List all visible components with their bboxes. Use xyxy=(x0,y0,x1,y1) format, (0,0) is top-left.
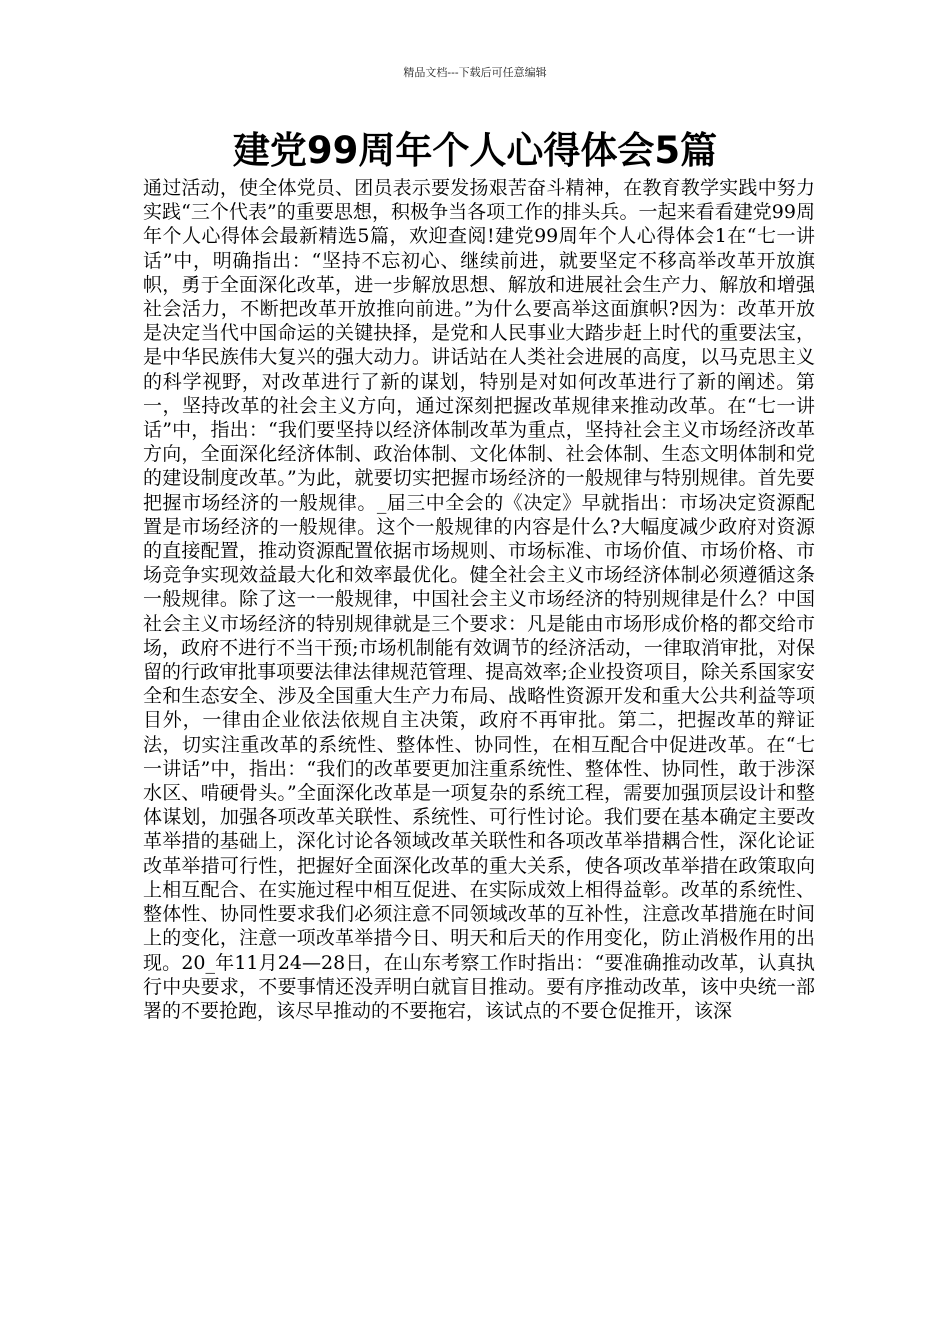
document-body: 通过活动，使全体党员、团员表示要发扬艰苦奋斗精神，在教育教学实践中努力实践“三个代表”的重要思想，积极争当各项工作的排头兵。一起来看看建党99周年个人心得体会最新精选5篇，欢迎查阅!建党99周年个人心得体会1在“七一讲话”中，明确指出：“坚持不忘初心、继续前进，就要坚定不移高举改革开放旗帜，勇于全面深化改革，进一步解放思想、解放和进展社会生产力、解放和增强社会活力，不断把改革开放推向前进。”为什么要高举这面旗帜?因为：改革开放是决定当代中国命运的关键抉择，是党和人民事业大踏步赶上时代的重要法宝，是中华民族伟大复兴的强大动力。讲话站在人类社会进展的高度，以马克思主义的科学视野，对改革进行了新的谋划，特别是对如何改革进行了新的阐述。第一，坚持改革的社会主义方向，通过深刻把握改革规律来推动改革。在“七一讲话”中，指出：“我们要坚持以经济体制改革为重点，坚持社会主义市场经济改革方向，全面深化经济体制、政治体制、文化体制、社会体制、生态文明体制和党的建设制度改革。”为此，就要切实把握市场经济的一般规律与特别规律。首先要把握市场经济的一般规律。_届三中全会的《决定》早就指出：市场决定资源配置是市场经济的一般规律。这个一般规律的内容是什么?大幅度减少政府对资源的直接配置，推动资源配置依据市场规则、市场标准、市场价值、市场价格、市场竞争实现效益最大化和效率最优化。健全社会主义市场经济体制必须遵循这条一般规律。除了这一一般规律，中国社会主义市场经济的特别规律是什么？中国社会主义市场经济的特别规律就是三个要求：凡是能由市场形成价格的都交给市场，政府不进行不当干预;市场机制能有效调节的经济活动，一律取消审批，对保留的行政审批事项要法律法律规范管理、提高效率;企业投资项目，除关系国家安全和生态安全、涉及全国重大生产力布局、战略性资源开发和重大公共利益等项目外，一律由企业依法依规自主决策，政府不再审批。第二，把握改革的辩证法，切实注重改革的系统性、整体性、协同性，在相互配合中促进改革。在“七一讲话”中，指出：“我们的改革要更加注重系统性、整体性、协同性，敢于涉深水区、啃硬骨头。”全面深化改革是一项复杂的系统工程，需要加强顶层设计和整体谋划，加强各项改革关联性、系统性、可行性讨论。我们要在基本确定主要改革举措的基础上，深化讨论各领域改革关联性和各项改革举措耦合性，深化论证改革举措可行性，把握好全面深化改革的重大关系，使各项改革举措在政策取向上相互配合、在实施过程中相互促进、在实际成效上相得益彰。改革的系统性、整体性、协同性要求我们必须注意不同领域改革的互补性，注意改革措施在时间上的变化，注意一项改革举措今日、明天和后天的作用变化，防止消极作用的出现。20_年11月24—28日，在山东考察工作时指出：“要准确推动改革，认真执行中央要求，不要事情还没弄明白就盲目推动。要有序推动改革，该中央统一部署的不要抢跑，该尽早推动的不要拖宕，该试点的不要仓促推开，该深 xyxy=(143,177,815,1022)
document-title: 建党99周年个人心得体会5篇 xyxy=(232,129,718,172)
page-header: 精品文档---下载后可任意编辑 xyxy=(403,66,547,79)
